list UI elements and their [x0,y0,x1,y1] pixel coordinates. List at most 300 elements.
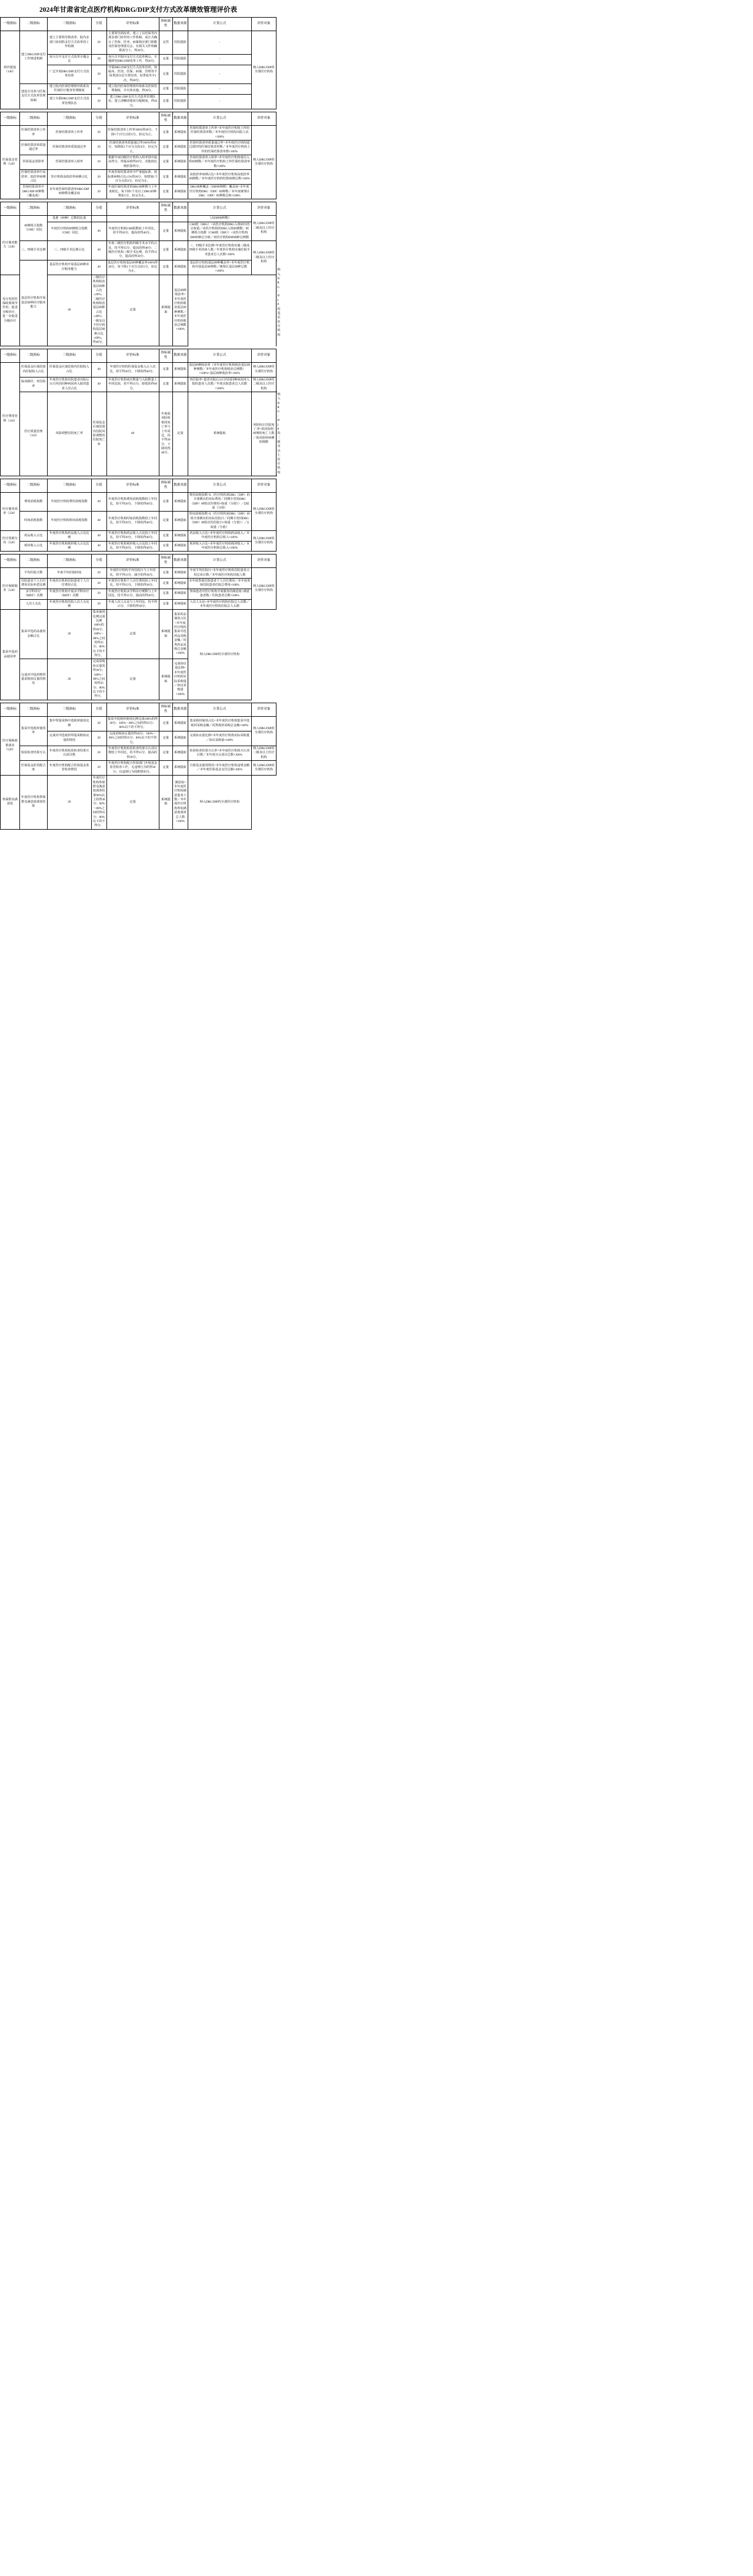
cell-level1-indicator: 医疗服务能力（230） [1,216,20,275]
cell-criteria: 年度医疗机构个人自付费用较上年同比，持平得15分，下降的得30分。 [106,579,159,589]
cell-formula: 医保结算清单入组率=本年度医疗机构成功入组病例数／本年度医疗机构上传医保结算清单数×100% [188,155,251,170]
column-header-c9: 评价对象 [251,349,276,362]
cell-score: 20 [91,65,106,84]
cell-attribute: 定量 [159,377,172,392]
cell-formula: 风险校正住院死亡率=低风险组病例的死亡人数／低风险组病例的例数 [251,392,276,476]
cell-evaluation-target: 纳入DRG/DIP的全部医疗机构 [251,716,276,746]
evaluation-table [0,479,276,552]
cell-score: 20 [47,610,91,659]
cell-attribute: 定量 [159,140,172,155]
cell-data-source: 系统提取 [159,610,172,659]
cell-level3-indicator: 医保基金区域范围内住院风险调整的住院死亡率 [91,392,106,476]
column-header-c7: 数据来源 [173,479,188,493]
cell-data-source: 系统提取 [173,492,188,512]
column-header-c3: 三级指标 [47,349,91,362]
column-header-c6: 指标属性 [159,554,172,568]
cell-criteria: 年度人次人头比与上年同比，持平得15分，下降的得30分。 [106,599,159,610]
cell-score: 20 [91,94,106,109]
cell-data-source: 系统提取 [173,362,188,377]
cell-formula: 高低倍率病例占比=本年度医疗机构高低倍率病例数／本年度医疗机构结算病例总数×100% [188,170,251,185]
evaluation-table [0,349,281,476]
cell-attribute: 定量 [159,530,172,541]
table-row [1,377,276,392]
cell-criteria: 年度医疗机构时间消耗指数较上年同比，持平得20分，下降的得40分。 [106,512,159,531]
column-header-c4: 分值 [91,349,106,362]
cell-level3-indicator: 医保结算清单入组率 [47,155,91,170]
cell-level3-indicator: 建立院内医保管理组织体系及医保医疗服务管理制度 [47,84,91,95]
cell-level3-indicator: 年度医疗机构住院患者个人自付费用占比 [47,579,91,589]
cell-criteria: 完成采购协议量的得30分；100%～80%之间的得25分；80%以下的不得分。 [91,659,106,700]
cell-criteria: 年度医疗机构配合医保部门开展基金监管检查工作，无违规行为的得30分；有违规行为的酌情扣分。 [106,761,159,776]
cell-level3-indicator: 三、四级手术比例占比 [47,241,91,260]
cell-level2-indicator: 建设全员参与医保支付方式改革管理体制 [19,84,47,109]
cell-data-source: 系统提取 [173,530,188,541]
table-header-row [1,349,276,362]
cell-attribute: 定量 [159,731,172,746]
cell-level3-indicator: 年度医疗机构药品收入占比比例 [47,530,91,541]
table-header-row [1,202,276,216]
cell-data-source: 系统提取 [159,275,172,346]
column-header-c8: 计算公式 [188,18,251,31]
column-header-c2: 二级指标 [19,703,47,716]
cell-data-source: 系统提取 [159,659,172,700]
cell-score: 20 [47,659,91,700]
cell-level2-indicator: 医保结算清单中 DRG/DIP 病种数（覆盖度） [19,185,47,199]
cell-evaluation-target: 纳入DRG/DIP的全部医疗机构 [188,776,251,830]
cell-level3-indicator: 年度医疗机构配合医保基金监管检查情况 [47,761,91,776]
cell-score: 20 [91,185,106,199]
cell-score: 40 [91,241,106,260]
cell-level2-indicator: 参保群众满意度 [1,776,20,830]
cell-score: 20 [91,54,106,65]
cell-score: 20 [47,776,91,830]
column-header-c1: 一级指标 [1,202,20,216]
cell-level2-indicator: 药品收入占比 [19,530,47,541]
cell-evaluation-target: 纳入DRG/DIP的二级及以上医疗机构 [251,241,276,275]
column-header-c4: 分值 [91,479,106,493]
cell-criteria: 年度医疗机构药品收入占比较上年同比，持平得20分，下降的得40分。 [106,530,159,541]
column-header-c7: 数据来源 [173,349,188,362]
cell-level1-indicator: 医疗保障政策落实（520） [1,716,20,776]
cell-level3-indicator: 广泛开展DRG/DIP支付方式改革培训 [47,65,91,84]
cell-data-source: 系统提取 [173,761,188,776]
column-header-c9: 评价对象 [251,112,276,125]
cell-formula: 完成协议量比例=本年度医疗机构实际采购量／协议采购量×100% [188,731,251,746]
column-header-c7: 数据来源 [173,18,188,31]
cell-level2-indicator: 医保结算清单质量通过率 [19,140,47,155]
cell-formula: 自愿基金使用情况=本年度医疗机构违规金额／本年度医保基金支付总额×100% [188,761,251,776]
cell-score: 20 [91,761,106,776]
cell-formula: CMI值（DRG）=该医疗机构DRG入组病历的总权重／该医疗机构的DRG入组病例数；病例组合指数（CMI值（DIP））=该医疗机构DIP病种总分值／该医疗机构DIP病种总例数 [188,222,251,241]
column-header-c5: 评价标准 [106,703,159,716]
cell-criteria: 年度医疗机构平均住院日与上年同比，持平得15分，减少的得30分。 [106,568,159,579]
cell-criteria: 医保结算清单上传率100%得20分，下降1个百分点扣1分，扣完为止。 [106,125,159,140]
column-header-c8: 计算公式 [188,112,251,125]
evaluation-table [0,112,276,200]
cell-formula: - [188,84,251,95]
table-row [1,512,276,531]
cell-level1-indicator: 医疗费用管理（110） [1,362,20,476]
cell-level2-indicator: 费用消耗指数 [19,492,47,512]
evaluation-table [0,554,276,700]
cell-level2-indicator: 建立DRG/DIP支付工作推进机制 [19,31,47,83]
cell-score: 20 [91,716,106,731]
column-header-c7: 数据来源 [173,112,188,125]
cell-data-source: 系统提取 [173,222,188,241]
cell-level3-indicator: 年度医疗机构住院患者出院后31日内因同种病因再入院的患者人次占比 [47,377,91,392]
table-row [1,140,276,155]
page-title: 2024年甘肃省定点医疗机构DRG/DIP支付方式改革绩效管理评价表 [39,6,238,14]
column-header-c1: 一级指标 [1,703,20,716]
table-row [1,492,276,512]
column-header-c8: 计算公式 [188,554,251,568]
cell-formula: - [188,65,251,84]
cell-evaluation-target: 纳入DRG/DIP的全部医疗机构 [251,362,276,377]
column-header-c5: 评价标准 [106,202,159,216]
column-header-c8: 计算公式 [188,349,251,362]
cell-criteria: 年度三级医疗机构四级手术水平的占比，持平得15分，提高的得40分；二级医疗机构三级手术比例，持平得15分，提高的得30分。 [106,241,159,260]
column-header-c6: 指标属性 [159,18,172,31]
column-header-c4: 分值 [91,18,106,31]
cell-evaluation-target: 纳入DRG/DIP的全部医疗机构 [188,610,251,700]
cell-criteria: 年度医疗机构病历数量与入院数量上年同比较，持平得15分，降低的得40分。 [106,377,159,392]
cell-level3-indicator: 年度医疗机构检验检查结果互认项目数 [47,746,91,760]
cell-evaluation-target: 纳入DRG/DIP的全部医疗机构 [251,492,276,530]
cell-level3-indicator: 集中带量采购中选耗材使用比例 [47,716,91,731]
table-row [1,362,276,377]
table-row [1,84,276,95]
cell-level3-indicator: 完成对中选药物带量采购协议量的情况 [19,659,47,700]
table-header-row [1,703,276,716]
cell-criteria: 完成采购协议量的得30分；100%～80%之间的得25分；80%以下的不得分。 [106,731,159,746]
cell-attribute: 定量 [159,260,172,275]
cell-score: 20 [91,731,106,746]
cell-score: 40 [91,260,106,275]
column-header-c5: 评价标准 [106,349,159,362]
cell-level2-indicator: 医保基金区域范围内住院收入占比 [19,362,47,377]
cell-attribute: 定量 [106,776,159,830]
cell-attribute: 定量 [159,716,172,731]
column-header-c7: 数据来源 [173,703,188,716]
column-header-c4: 分值 [91,703,106,716]
cell-criteria: 集采中选耗材使用比例完成100%的得30分；100%～80%之间的得25分；80%以下的不得分。 [106,716,159,731]
cell-data-source: 系统提取 [173,155,188,170]
table-row [1,260,276,275]
cell-data-source: 系统提取 [173,140,188,155]
column-header-c3: 三级指标 [47,18,91,31]
column-header-c4: 分值 [91,202,106,216]
table-row [1,610,276,659]
cell-data-source: 医院提报 [173,94,188,109]
cell-attribute: 定量 [159,222,172,241]
cell-attribute: 定量 [159,84,172,95]
column-header-c1: 一级指标 [1,112,20,125]
column-header-c9: 评价对象 [251,703,276,716]
column-header-c6: 指标属性 [159,112,172,125]
cell-formula: 人次人头比=本年度医疗机构住院总人次数／本年度医疗机构住院总人头数 [188,599,251,610]
cell-formula: 集采耗材使用占比=本年度医疗机构集采中选耗材采购金额／同类耗材采购总金额×100% [188,716,251,731]
section-spacer [0,830,753,832]
cell-level3-indicator: 基准（病种）总数的比重 [47,216,91,222]
cell-attribute: 定量 [159,589,172,599]
cell-attribute: 定量 [159,512,172,531]
table-header-row [1,479,276,493]
cell-attribute: 定量 [106,275,159,346]
column-header-c2: 二级指标 [19,554,47,568]
cell-evaluation-target: 纳入DRG/DIP的全部医疗机构 [251,568,276,610]
cell-score: 40 [91,222,106,241]
table-row [1,31,276,54]
cell-data-source: 系统提取 [173,170,188,185]
column-header-c3: 三级指标 [47,703,91,716]
table-row [1,589,276,599]
cell-level2-indicator: 集采中选耗材使用率 [19,716,47,746]
column-header-c1: 一级指标 [1,479,20,493]
cell-formula: 检验检查结果互认率=本年度医疗机构互认项目数／本年度互认项目总数×100% [188,746,251,760]
cell-criteria: 每月召开院内支付方式改革例会，专题研究DRG/DIP改革工作，得20分。 [106,54,159,65]
cell-data-source: 系统提取 [173,568,188,579]
cell-criteria: 基层医疗机构基层病种覆盖率100%得20分，每下降1个百分点扣1分，扣完为止。 [106,260,159,275]
cell-attribute: 定性 [159,31,172,54]
cell-level2-indicator: 集采中选药品使用率 [1,610,20,700]
cell-score: 20 [91,589,106,599]
cell-formula: 耗材收入占比=本年度医疗机构耗材收入／本年度医疗机构总收入×100% [188,541,251,552]
cell-criteria: 建立DRG/DIP支付方式改革管理队伍，建立清晰的绩效分配制度，得20分。 [106,94,159,109]
column-header-c6: 指标属性 [159,479,172,493]
cell-attribute: 定量 [159,94,172,109]
cell-evaluation-target: 纳入DRG/DIP的全部医疗机构 [251,761,276,776]
cell-level3-indicator: 充分发挥医保政策调节作用，促进分级诊疗，进一步促进分级诊疗 [1,275,20,346]
cell-formula: 年度平均住院日=本年度医疗机构住院患者占用总床日数／本年度医疗机构出院人数 [188,568,251,579]
cell-level2-indicator: 耗材收入占比 [19,541,47,552]
cell-data-source: 医院提报 [173,65,188,84]
cell-criteria: 年度医疗机构费用消耗指数较上年同比，持平得20分，下降的得40分。 [106,492,159,512]
cell-attribute: 定量 [159,185,172,199]
cell-data-source: 系统提取 [173,589,188,599]
cell-attribute: 定量 [159,241,172,260]
cell-score: 40 [91,512,106,531]
cell-attribute: 定量 [106,659,159,700]
cell-level3-indicator: 年度医疗机构耗材收入占比比例 [47,541,91,552]
table-row [1,579,276,589]
cell-data-source: 系统提取 [173,716,188,731]
cell-level3-indicator: 医保结算清单质量通过率 [47,140,91,155]
table-row [1,392,276,476]
cell-score: 20 [91,140,106,155]
cell-score: 40 [91,530,106,541]
cell-score: 20 [91,746,106,760]
cell-level3-indicator: 建立专职DRG/DIP支付方式改革管理队伍 [47,94,91,109]
cell-level3-indicator: 基层医疗机构开展基层病种诊疗服务能力 [47,260,91,275]
cell-level2-indicator: 平均住院天数 [19,568,47,579]
cell-formula: 医保结算清单质量通过率=本年度医疗机构通过质控的医保结算清单数／本年度医疗机构上传的医保结算清单数×100% [188,140,251,155]
column-header-c3: 三级指标 [47,202,91,216]
cell-level3-indicator: 本年度医保结算清单DRG/DIP病种数及覆盖度 [47,185,91,199]
table-row [1,125,276,140]
column-header-c4: 分值 [91,554,106,568]
cell-level2-indicator: 医保基金监管配合度 [19,761,47,776]
cell-score: 40 [91,377,106,392]
cell-criteria: 根据年度同级医疗机构入组率排序最高得分，得最高值得20分，其他按比例折算得分。 [106,155,159,170]
table-row [1,185,276,199]
column-header-c5: 评价标准 [106,554,159,568]
cell-evaluation-target: 纳入DRG/DIP的全部医疗机构 [251,125,276,199]
cell-level2-indicator: 临床路径、再住院率 [19,377,47,392]
cell-score: 20 [91,155,106,170]
cell-level2-indicator: 住院患者个人自付费用实际补偿比例 [19,579,47,589]
cell-attribute [159,216,172,222]
cell-data-source: 医院提报 [173,54,188,65]
evaluation-tables-container [0,17,753,832]
cell-attribute: 定量 [159,541,172,552]
table-row [1,746,276,760]
cell-level3-indicator: 年度医疗机构病例组合指数（CMI）同比 [47,222,91,241]
cell-criteria: 年度医疗机构医保基金收入占人次比，持平得20分，下降的得40分。 [106,362,159,377]
cell-evaluation-target: 纳入DRG/DIP的全部医疗机构 [251,530,276,552]
cell-data-source: 系统提取 [188,392,251,476]
cell-criteria: 年度低风险组相同死亡率与上年同比，持平得20分，下降的得40分。 [159,392,172,476]
cell-level3-indicator: 年度医疗机构开展多学科诊疗（MDT）次数 [47,589,91,599]
cell-score: 20 [91,31,106,54]
cell-criteria: 年度医保结算清单中严重超标准、低标准病例占比≤5%得20分，每增加1个百分点扣2分，扣完为止。 [106,170,159,185]
cell-formula: 再住院率=患者出院后31日内因同种病因再入院的患者人次数／年度出院患者总人次数×100% [188,377,251,392]
cell-data-source: 系统提取 [173,512,188,531]
cell-criteria: 年度医疗机构CMI指数较上年同比，持平得20分，提高的得40分。 [106,222,159,241]
cell-attribute: 定量 [159,746,172,760]
cell-score: 20 [91,568,106,579]
cell-score: 40 [91,362,106,377]
cell-level1-indicator: 组织建设（140） [1,31,20,109]
cell-formula: - [188,31,251,54]
table-row [1,541,276,552]
cell-level3-indicator: 医保基金区域范围内住院收入占比 [47,362,91,377]
column-header-c6: 指标属性 [159,202,172,216]
cell-formula: 医保结算清单上传率=本年度医疗机构上传的医保结算清单数／本年度医疗机构出院人次×100% [188,125,251,140]
cell-formula: 三、四级手术比例=年度医疗机构实施三级或四级手术的病人数／年度医疗机构实施住院手术患者总人次数×100% [188,241,251,260]
column-header-c2: 二级指标 [19,479,47,493]
cell-criteria: 年度医疗机构参保群众满意度调查结果90%以上的得30分；90%～80%之间的得25分；80%以下的不得分。 [91,776,106,830]
cell-level3-indicator: 建立主要领导抓改革、院内多部门协同抓支付方式改革的工作机制 [47,31,91,54]
cell-data-source: 系统提取 [173,746,188,760]
column-header-c5: 评价标准 [106,479,159,493]
cell-score: 20 [91,125,106,140]
cell-criteria [106,216,159,222]
cell-evaluation-target: 纳入DRG/DIP的二级及以上医疗机构 [251,746,276,760]
evaluation-table [0,703,276,830]
table-header-row [1,112,276,125]
cell-attribute: 定量 [159,65,172,84]
cell-formula: 时间消耗指数=Σ（医疗机构某DRG（DIP）病组全部例次的实际住院日／同期全省同DRG（DIP）病组次均住院日×权重（分值））／Σ权重（分值） [188,512,251,531]
column-header-c1: 一级指标 [1,18,20,31]
column-header-c9: 评价对象 [251,202,276,216]
cell-level3-indicator: 年度医疗机构参保群众满意度调查结果 [19,776,47,830]
cell-criteria: 三级医疗机构收治基层病种占比≤20%；二级医疗机构收治基层病种占比≤40%；一级及以下医疗机构基层病种占比≥60%，得40分。 [91,275,106,346]
cell-formula: 药品收入占比=本年度医疗机构药品收入／本年度医疗机构总收入×100% [188,530,251,541]
cell-formula: 基层病种收治率（本年度医疗机构收治基层病种例数／本年度医疗机构收治总例数）×100%=基层病种收治率×100% [188,362,251,377]
column-header-c8: 计算公式 [188,703,251,716]
cell-criteria: 年度医疗机构多学科诊疗例数与上年同比，持平得15分，提高的得30分。 [106,589,159,599]
table-row [1,170,276,185]
cell-level2-indicator: 三、四级手术比例 [19,241,47,260]
column-header-c7: 数据来源 [173,554,188,568]
column-header-c6: 指标属性 [159,349,172,362]
cell-score: 40 [106,392,159,476]
cell-data-source: 系统提取 [173,541,188,552]
cell-score: 40 [91,492,106,512]
cell-level2-indicator: 医保基金清算率 [19,155,47,170]
cell-attribute: 定量 [159,155,172,170]
cell-score: 20 [91,84,106,95]
cell-level1-indicator: 医疗服务效率（520） [1,492,20,530]
cell-data-source: 系统提取 [173,241,188,260]
column-header-c5: 评价标准 [106,112,159,125]
cell-formula: 基层医疗机构基层病种覆盖率=本年度医疗机构开展基层病种数／统筹区基层病种总数×100% [188,260,251,275]
table-header-row [1,554,276,568]
cell-level3-indicator: 年度医疗机构住院人次人头比例 [47,599,91,610]
cell-level3-indicator: 医保结算清单上传率 [47,125,91,140]
column-header-c5: 评价标准 [106,18,159,31]
cell-attribute: 定量 [159,170,172,185]
column-header-c2: 二级指标 [19,18,47,31]
cell-attribute: 定量 [159,761,172,776]
column-header-c3: 三级指标 [47,479,91,493]
cell-attribute: 定量 [106,610,159,659]
cell-criteria: 年度医保结算清单DRG病种数与上年度相比，每下降1个及以上DRG病种数扣1分，扣完为止。 [106,185,159,199]
column-header-c9: 评价对象 [251,479,276,493]
cell-level3-indicator: 完成对中选耗材带量采购协议量的情况 [47,731,91,746]
cell-level3-indicator: 医疗机构高低倍率病例占比 [47,170,91,185]
cell-data-source: 系统提取 [173,377,188,392]
cell-data-source: 系统提取 [173,579,188,589]
cell-formula: 满意度=本年度医疗机构满意患者人数／本年度医疗机构参加满意度调查总人数×100% [173,776,188,830]
cell-criteria: 建立院内医保管理组织体系及医保管理制度，并有效实施，得20分。 [106,84,159,95]
column-header-c2: 二级指标 [19,349,47,362]
cell-level2-indicator: 检验检查结果互认 [19,746,47,760]
cell-criteria: 年度医疗机构检验检查结果互认项目数较上年同比，持平得15分，提高的得30分。 [106,746,159,760]
cell-level3-indicator: 年度医疗机构时间消耗指数 [47,512,91,531]
column-header-c3: 三级指标 [47,112,91,125]
cell-data-source [173,216,188,222]
cell-formula: 本年度参保住院患者个人自付费用／本年度参保住院患者住院总费用×100% [188,579,251,589]
cell-level3-indicator: 年度平均住院时间 [47,568,91,579]
cell-criteria: 集采使用比例完成比例100%的得30分；100%～80%之间的得25分；80%以下的不得分。 [91,610,106,659]
cell-level1-indicator: 医保基金管理（120） [1,125,20,199]
column-header-c3: 三级指标 [47,554,91,568]
cell-level1-indicator: 医疗资源分布（520） [1,530,20,552]
cell-criteria: 开展DRG/DIP支付方式改革培训，按临床、医技、医保、病案、管理等不同类别分层分类培训，每季度至少1次，得20分。 [106,65,159,84]
cell-formula: - [188,94,251,109]
cell-score: 40 [91,541,106,552]
column-header-c9: 评价对象 [251,554,276,568]
cell-data-source: 系统提取 [173,731,188,746]
cell-score: 20 [91,579,106,589]
table-row [1,216,276,222]
cell-level3-indicator: 年度医疗机构费用消耗指数 [47,492,91,512]
cell-level2-indicator: 人次人头比 [19,599,47,610]
table-row [1,530,276,541]
cell-data-source: 系统提取 [173,125,188,140]
column-header-c2: 二级指标 [19,112,47,125]
cell-formula: 费用消耗指数=Σ（医疗机构某DRG（DIP）的全部例次的实际费用／同期全省同DRG（DIP）病组次均费用×权重（分值））／Σ权重（分值） [188,492,251,512]
cell-level2-indicator: 病例组合指数（CMI）同比 [19,216,47,241]
column-header-c2: 二级指标 [19,202,47,216]
cell-data-source: 医院提报 [173,31,188,54]
cell-attribute: 定量 [159,125,172,140]
column-header-c7: 数据来源 [173,202,188,216]
cell-level2-indicator: 风险调整住院死亡率 [47,392,91,476]
cell-attribute: 定量 [159,54,172,65]
cell-criteria: 主要领导抓改革、建立了以医保等内部多部门协作的工作机制，或正式确认了医保、医务、病案相应部门职能及医保管理委员会，有相关文件明确职责分工，得20分。 [106,31,159,54]
